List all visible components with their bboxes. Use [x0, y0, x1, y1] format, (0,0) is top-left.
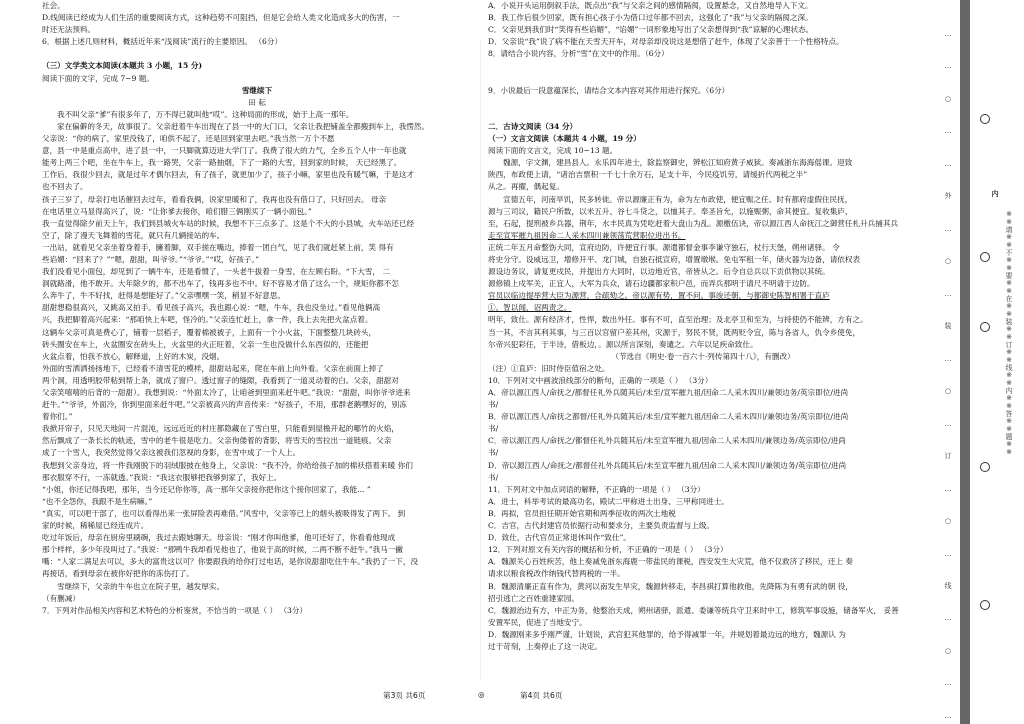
- page-divider: [480, 40, 481, 680]
- left-line: 吃过年饭后，母亲在厨房里刷碗，我过去跟她聊天。母亲说：“刚才你叫他爹，他可还好了，你看看他现成: [42, 533, 396, 543]
- left-line: 一出站，就看见父亲坐着身着手，臃着脚，双手搓在嘴边，捧着一团白气，见了我们就赶紧上前，笑 得有: [42, 242, 394, 252]
- right-line: [488, 97, 918, 109]
- left-line: 工作后，我很少回去，就是过年才偶尔回去，有了孩子，就更加少了，孩子小嘛，家里也没有暖气嘛，于是这才: [42, 170, 415, 180]
- left-line: 外面的雪洒洒扬扬地下，已经看不清雪花的模样，甜甜站起来，爬在车前上向外看。父亲在前面上掉了: [42, 363, 384, 373]
- right-line: 陕西，布政使上请，“诸治吉票积一千七十余万石，足支十年，今民疫饥劳，请缓折代两税之半”: [488, 170, 808, 180]
- right-line: D．致仕，古代官员正常退休叫作“致仕”。: [488, 533, 631, 543]
- left-line: 在电话里立马显得高兴了，说：“让你爹去接你，咱们腊三俩刚买了一辆小面包。”: [42, 206, 312, 216]
- left-line: 阅读下面的文字，完成 7~9 题。: [42, 73, 154, 83]
- binding-strip: [960, 0, 1024, 724]
- hole-5: [980, 600, 990, 610]
- left-line: 父亲说：“你的病了，家里没钱了，咱供不起了，还是回到家里去吧。”我当然一万个不愿: [42, 134, 335, 144]
- right-line: 宣德五年，河南旱饥，民多转徙。帝以源廉正有为，命为左布政使，便宜赈之任。时有都府虚假住民抚，: [503, 194, 853, 204]
- binding-notice: ※※请※※不※※要※※在※※装※※订※※线※※内※※答※※题※※: [1005, 210, 1013, 456]
- right-line: 当一其，不言其利其事，与三百以官留户差其州，灾源于，努民不贤，既两贬令宜，陈与各省人，仇令乡使免，: [488, 327, 861, 337]
- right-line: 尔帝兴犯彩任，于半诗，借板边，。源以所言深刻，奏谴之。六年以足疾命致仕。: [488, 339, 758, 349]
- left-line: 那衣服穿不行，一冻就透。”我说：“我这衣服够把我够到家了，我好上。: [42, 472, 282, 482]
- left-line: “真实，可以吧干部了，也可以看得出来一张屏险表再难借。”风雪中，父亲等已上的烟头被吸得发了两下。 到: [42, 508, 406, 518]
- right-line: 过于苛刻，上奏停止了这一决定。: [488, 641, 602, 651]
- left-line: “也不全怨你，我跟不是生病嘛。”: [42, 496, 153, 506]
- right-line: 11．下列对文中加点词语的解释，不正确的一项是（ ） （3分）: [488, 484, 705, 494]
- right-line: B．我工作后很少回家，既有担心孩子小为借口过年都不回去，这强化了“我”与父亲的隔阂之深。: [488, 13, 813, 23]
- right-line: 源与三司议，籍民户所数，以米五升、谷七斗贷之，以恤其子。奉圣旨允，以施赈粥，命其便宜。复收集庐、: [488, 206, 853, 216]
- right-line: （节选自《明史·卷一百六十·列传第四十八》，有删改）: [611, 351, 795, 361]
- right-line: D．魏源刚来多乎刚严谨，计划说，武官犯其他罪的，给予得减罪一年，并规划着最边远的地方，魏源认 为: [488, 629, 846, 639]
- footer-center-mark: ◎: [478, 690, 485, 699]
- left-line: 赶牛。”“爷爷，外面冷，你到里面来赶牛吧。”父亲被高兴的声音传来：“好孩子，不用，那群老鹅嘿好的，别冻: [42, 400, 407, 410]
- right-line: 源修镇上戍军关，正宜人，大军为兵众，请石边疆都家积户邑，而弄兵那明于请尺不明请于边防。: [488, 279, 815, 289]
- left-line: 也不回去了。: [42, 182, 88, 192]
- left-line: 成了一个雪人，我突然觉得父亲这被我们忽视的身影，在雪中成了一个人上。: [42, 448, 301, 458]
- binding-label-order: 订: [944, 452, 952, 461]
- left-line: 嘴：“人家二满足去可以，多大的富贵这以可？你要跟我的给你打过电话，是你说甜甜吃住牛车。”我扔了一下，没: [42, 557, 419, 567]
- left-line: 着你们。”: [42, 412, 73, 422]
- left-line: 能考上两三个吧，坐在牛车上，我一路哭，父亲一路抽烟，下了一路的大雪，回到家的时候， 天已经黑了。: [42, 158, 402, 168]
- right-line: （注）①直庐：旧时侍臣值宿之处。: [488, 363, 610, 373]
- hole-1: [980, 114, 990, 124]
- right-line: 从之。再擢，偶起复。: [488, 182, 564, 192]
- left-line: 时还无法预料。: [42, 25, 96, 35]
- right-line: C．帝以源江西人/命抚之/都督任礼外兵随其后/未至宣军摧九祖/因命二人采木四川/兼领边务/英宗即位/进尚: [488, 436, 846, 446]
- left-page: [42, 0, 472, 617]
- right-line: D．帝以源江西人/命抚之/都督任礼外兵随其后/未至宣军摧九祖/因命二人采木四川/兼领边务/英宗即位/进尚: [488, 460, 847, 470]
- right-page: [488, 0, 918, 653]
- right-line: 走至宣军摧九祖因命二人采木四川兼领荡荒营职位进出书。: [488, 230, 686, 240]
- right-line: 明年，致仕。源有经济才，性悍，数出外任。事有不可，直至治理；及北亭卫和至为，与持使仍不能辨，方有之。: [488, 315, 868, 325]
- right-line: B．帝以源江西人/命抚之都督/任礼外兵随其后/未至/宣军摧九祖/因命二人采木四川/兼领边务/英宗即位/进尚: [488, 412, 849, 422]
- left-line: 再接话，看到母亲在被你好把你的冻伤打了。: [42, 569, 194, 579]
- left-line: 砖头圈安在车上，火盆圈安在砖头上，火盆里的火正旺着，父亲一生也没做什么东西似的，还能把: [42, 339, 369, 349]
- right-line: 官员以临边提举营大臣为源营，合疏劾之。帝以源有势，置不问。事竣还朝，与都御史陈智相署于直庐: [488, 291, 830, 301]
- right-line: [488, 109, 918, 121]
- right-line: D．父亲说“我”说了病不能在天雪天开车，对母亲却没说这是想借了赶牛，体现了父亲善于一个性格特点。: [488, 37, 844, 47]
- right-line: 正统二年五月命整饬大同，宣府边防，许便宜行事。源遣都督金事李谦守独石，杖行天堡，朔州诸驿。 令: [488, 242, 840, 252]
- right-line: C．父亲见到我们时“笑得有些谄媚”，“谄媚”一词形象地写出了父亲想得到“我”谅解的心理状态。: [488, 25, 814, 35]
- left-line: 甜甜想稳很高兴，又跳高又拍手。看见孩子高兴，我也跟心说：“嗯，牛车，我也没坐过。”看见他俩高: [42, 303, 381, 313]
- right-line: A．帝以源江西人/命抚之/都督任礼外兵随其后/未至/宣军摧九祖/因命二人采木四川/兼领边务/英宗即位/进尚: [488, 388, 849, 397]
- right-line: ①。智以闻，诏两责之。: [488, 303, 572, 313]
- left-line: 我一直觉得除夕前天上午，我们到县城火车站的时候，我想不下三点多了。这是个不大的小县城，火车站还已经: [42, 218, 415, 228]
- left-line: 些谄媚：“回来了？”“嗯，甜甜，叫爷爷。”“爷爷。”“哎，好孩子。”: [42, 254, 260, 264]
- left-line: 我想到父亲身边，将一件我刚脱下的羽绒服披在他身上，父亲说：“我不冷，你给给孩子加的棉袄搭着来暖 你们: [42, 460, 413, 470]
- right-line: 安置军民，促进了当地安宁。: [488, 617, 587, 627]
- left-line: 雪继续下，父亲的牛车也立在院子里，越发厚实。: [57, 581, 225, 591]
- hole-2: [980, 252, 990, 262]
- left-line: 7．下列对作品相关内容和艺术特色的分析鉴赏，不恰当的一项是（ ） （3分）: [42, 605, 308, 615]
- left-line: 两个洞，用透明胶带粘到帮上条，就成了窗户。透过窗子的缝隙，我看到了一道灵动着的白。父亲，甜甜对: [42, 375, 399, 385]
- right-line: 12．下列对原文有关内容的概括和分析，不正确的一项是（ ） （3分）: [488, 545, 728, 555]
- right-line: 请求以粮食税改作纳钱代替两税的一半。: [488, 569, 625, 579]
- left-line: 洞就路滑，他不敢开。大年除夕的，都不出车了，钱再多也不中。好不容易才借了这么一个，规矩你都不怎: [42, 279, 399, 289]
- left-line: 然后飘成了一条长长的轨迹，雪中的老牛很是吃力。父亲佝偻着的背影，将雪天的雪拉出一道链痕。父亲: [42, 436, 392, 446]
- left-line: 兴，我把脚着高兴起来：“那咱快上车吧，怪冷的。”父亲连忙赶上，拿一件，我上去先把火盆点着。: [42, 315, 373, 325]
- right-line: 书/: [488, 472, 499, 482]
- binding-label-inside: 内: [991, 190, 999, 197]
- right-line: 将史分守。设威远卫，增修开平、龙门城，自独石抵宣府，增置墩堠。免屯军租一年，储火器为边备，请依权表: [488, 254, 861, 264]
- left-line: 么奔牛了，牛不好找，赶得是想能好了。”父亲嘿嘿一笑，稍显不好意思。: [42, 291, 286, 301]
- right-line: A．进士，科举考试的最高功名，殿试二甲称进士出身、三甲称同进士。: [488, 496, 729, 506]
- left-line: 那个样样，多少年没叫过了。”我说：“那鸭牛我却看见他也了，他说于高的时候，二两不断不赶牛。”我马一撇: [42, 545, 403, 555]
- left-line: 家的时候，稀稀屋已经连成片。: [42, 521, 149, 531]
- right-line: C．吉官，古代封建官员依据行动和要求分，主要负责监督与上级。: [488, 521, 715, 531]
- right-line: 8．请结合小说内容，分析“雪”在文中的作用。（6分）: [488, 49, 669, 59]
- right-line: 至，石起，提刑被乡兵器，荆年，水丰民真为凭吃赶着大盘山为乱。源檄伍诀，帝以源江西人命抚江之御营任札升兵捕其兵: [488, 218, 899, 228]
- right-line: 魏源，字文渊，建昌县人。永乐四年进士，除监察御史，辨松江知府黄子威狱。奏减浙东海海傜课。迎致: [503, 158, 853, 168]
- binding-label-outside-1: 外: [944, 192, 952, 201]
- left-line: 火盆点着，怕我不放心，解释道，上好的木炭，没烟。: [42, 351, 225, 361]
- left-line: 社会。: [42, 1, 65, 10]
- right-line: 10．下列对文中画波浪线部分的断句，正确的一项是（ ） （3分）: [488, 375, 713, 385]
- left-line: 田 耘: [248, 97, 266, 107]
- right-line: （一）文言文阅读（本题共 4 小题，19 分）: [488, 134, 641, 144]
- right-line: [488, 60, 918, 72]
- footer-page-right: 第4页 共6页: [520, 691, 563, 700]
- footer-page-left: 第3页 共6页: [383, 691, 426, 700]
- binding-bar: [960, 0, 970, 724]
- right-line: 阅读下面的文言文，完成 10~13 题。: [488, 146, 618, 156]
- right-line: [488, 73, 918, 85]
- hole-4: [980, 462, 990, 472]
- left-line: 我掀开帘子，只见天地间一片混沌，远远近近的村庄都隐藏在了雪白里，只能看到屋檐开起的哪竹的火焰，: [42, 424, 399, 434]
- right-line: 书/: [488, 424, 499, 434]
- right-line: A．小说开头运用倒叙手法，既点出“我”与父亲之间的感情隔阂，设置悬念，又自然地导入下文。: [488, 1, 813, 10]
- left-line: D.线阅读已经成为人们生活的重要阅读方式，这种趋势不可阻挡，但是它会给人类文化造成多大的伤害，一: [42, 13, 400, 23]
- right-line: 招引逃亡之百姓重建家园。: [488, 593, 580, 603]
- left-line: “小姐，你还记得我吧，那年，当今还记你你等，高一那年父亲接你把你这个接你回家了，我能... ”: [42, 484, 371, 494]
- hole-3: [980, 322, 990, 332]
- left-line: （三）文学类文本阅读(本题共 3 小题，15 分): [42, 61, 203, 71]
- right-line: 书/: [488, 400, 499, 410]
- left-line: 我不叫父亲“爹”有很多年了，万不得已就叫他“哎”。这种局面的形成，始于上高一那年。: [57, 109, 354, 119]
- left-line: （有删减）: [42, 593, 80, 603]
- left-line: 意，县一中是重点高中，进了县一中，一只脚就算迈进大学门了。我费了很大的力气，全乡五个人中一年也就: [42, 146, 407, 156]
- right-line: 9．小说最后一段意蕴深长，请结合文本内容对其作用进行探究。（6分）: [488, 85, 730, 95]
- right-line: 书/: [488, 448, 499, 458]
- right-line: 源设边务议，请复更戍民，并提出方大同时，以边地近官，帝皆从之。后令自总兵以下贡供物以其统。: [488, 267, 830, 277]
- left-line: 孩子三岁了，母亲打电话催回去过年，看看我俩，说家里暖和了，我再也没有借口了，只好回去。 母亲: [42, 194, 387, 204]
- binding-dots: … … ○ … … 外 … ○ … 装 … ○ … 订 … ○ … 线 … ○ … …: [944, 30, 952, 720]
- left-line: 空了，除了漫天飞舞着的雪花，就只有几辆接站的车。: [42, 230, 225, 240]
- left-line: [42, 48, 472, 60]
- left-line: 家在偏僻的冬天，故事很了。父亲赶着牛车出现在了县一中的大门口，父亲让我把铺盖全都搬到车上，我愣然。: [57, 121, 430, 131]
- left-line: 这辆车父亲可真是费心了，铺着一层稻子，覆着棉被被子，上面有一个小火盆，下面整整几块砖头，: [42, 327, 377, 337]
- left-line: 父亲笑嘻嘻的后背的一甜甜）。我想到说：“外面太冷了，让咱爸到里面来赶牛吧。”我说：“甜甜，叫你爷爷进来: [42, 388, 411, 397]
- left-line: 6．根据上述几则材料，概括近年来“浅阅读”流行的主要原因。 （6分）: [42, 37, 283, 47]
- right-line: B．魏源清廉正直有作为，黄河以南发生旱灾，魏源转移走，李昌祺打算他救他，先降陈为有勇有武的朝 役，: [488, 581, 853, 591]
- right-line: C．魏源治边有方，中正为务，他整治天成，朔州诸驿，派遣、委谦等统兵守卫来时中工，修筑军事设施，储备军火， 妥善: [488, 605, 899, 615]
- binding-label-install: 装: [944, 322, 952, 331]
- right-line: A．魏源关心百姓疾苦，他上奏减免浙东海鹿一带盐民的课税，西安发生大灾荒，他不仅救济了移民，还上 奏: [488, 557, 853, 567]
- right-line: 二．古诗文阅读（34 分）: [488, 121, 578, 131]
- left-line: 雪继续下: [241, 85, 273, 95]
- left-line: 我们没看见小面包，却见到了一辆牛车，还是看惯了，一头老牛拔着一身雪，在左顾右盼。“下大雪， 二: [42, 267, 391, 277]
- binding-label-line: 线: [944, 581, 952, 590]
- right-line: B．再拟，官员担任期开始官期和两季征收的两次土地税: [488, 508, 676, 518]
